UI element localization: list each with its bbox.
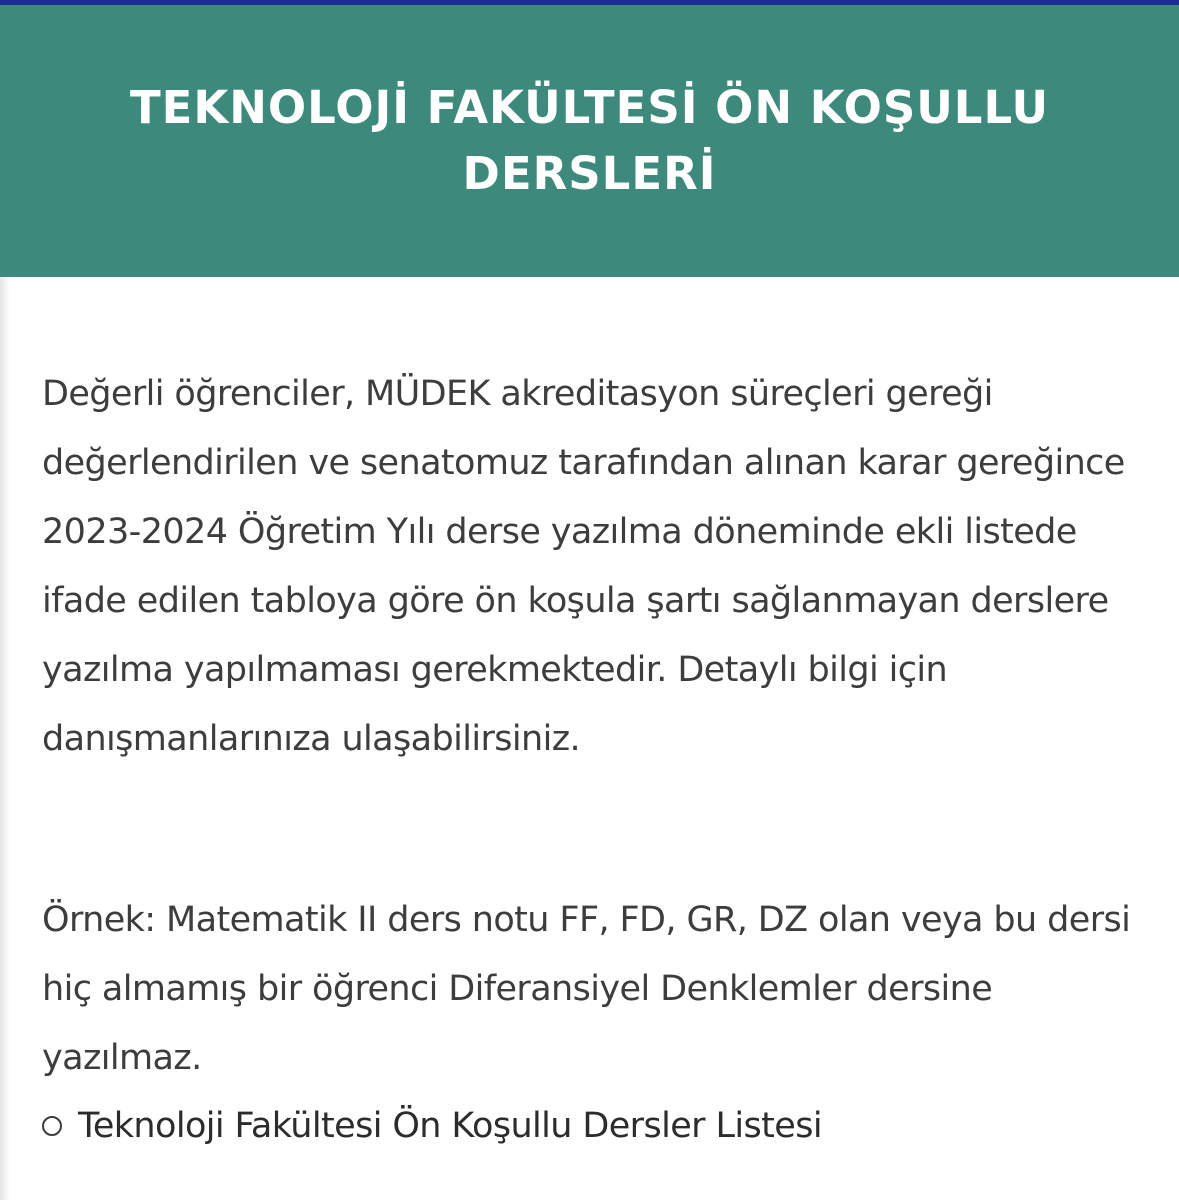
prerequisite-list-link[interactable] (42, 1106, 822, 1146)
circle-bullet-icon (42, 1116, 62, 1136)
left-edge-shadow (0, 277, 10, 1200)
example-paragraph: Örnek: Matematik II ders notu FF, FD, GR, DZ olan veya bu dersi hiç almamış bir öğrenci Diferansiyel Denklemler dersine yazılmaz. (42, 900, 1131, 1078)
prerequisite-list-label[interactable]: Teknoloji Fakültesi Ön Koşullu Dersler Listesi (78, 1106, 822, 1146)
page-header (0, 5, 1179, 277)
announcement-content (42, 360, 1152, 1093)
page-title: TEKNOLOJİ FAKÜLTESİ ÖN KOŞULLU DERSLERİ (129, 81, 1050, 200)
announcement-paragraph: Değerli öğrenciler, MÜDEK akreditasyon süreçleri gereği değerlendirilen ve senatomuz tarafından alınan karar gereğince 2023-2024 Öğretim Yılı derse yazılma döneminde ekli listede ifade edilen tabloya göre ön koşula şartı sağlanmayan derslere yazılma yapılmaması gerekmektedir. Detaylı bilgi için danışmanlarınıza ulaşabilirsiniz. (42, 374, 1125, 759)
